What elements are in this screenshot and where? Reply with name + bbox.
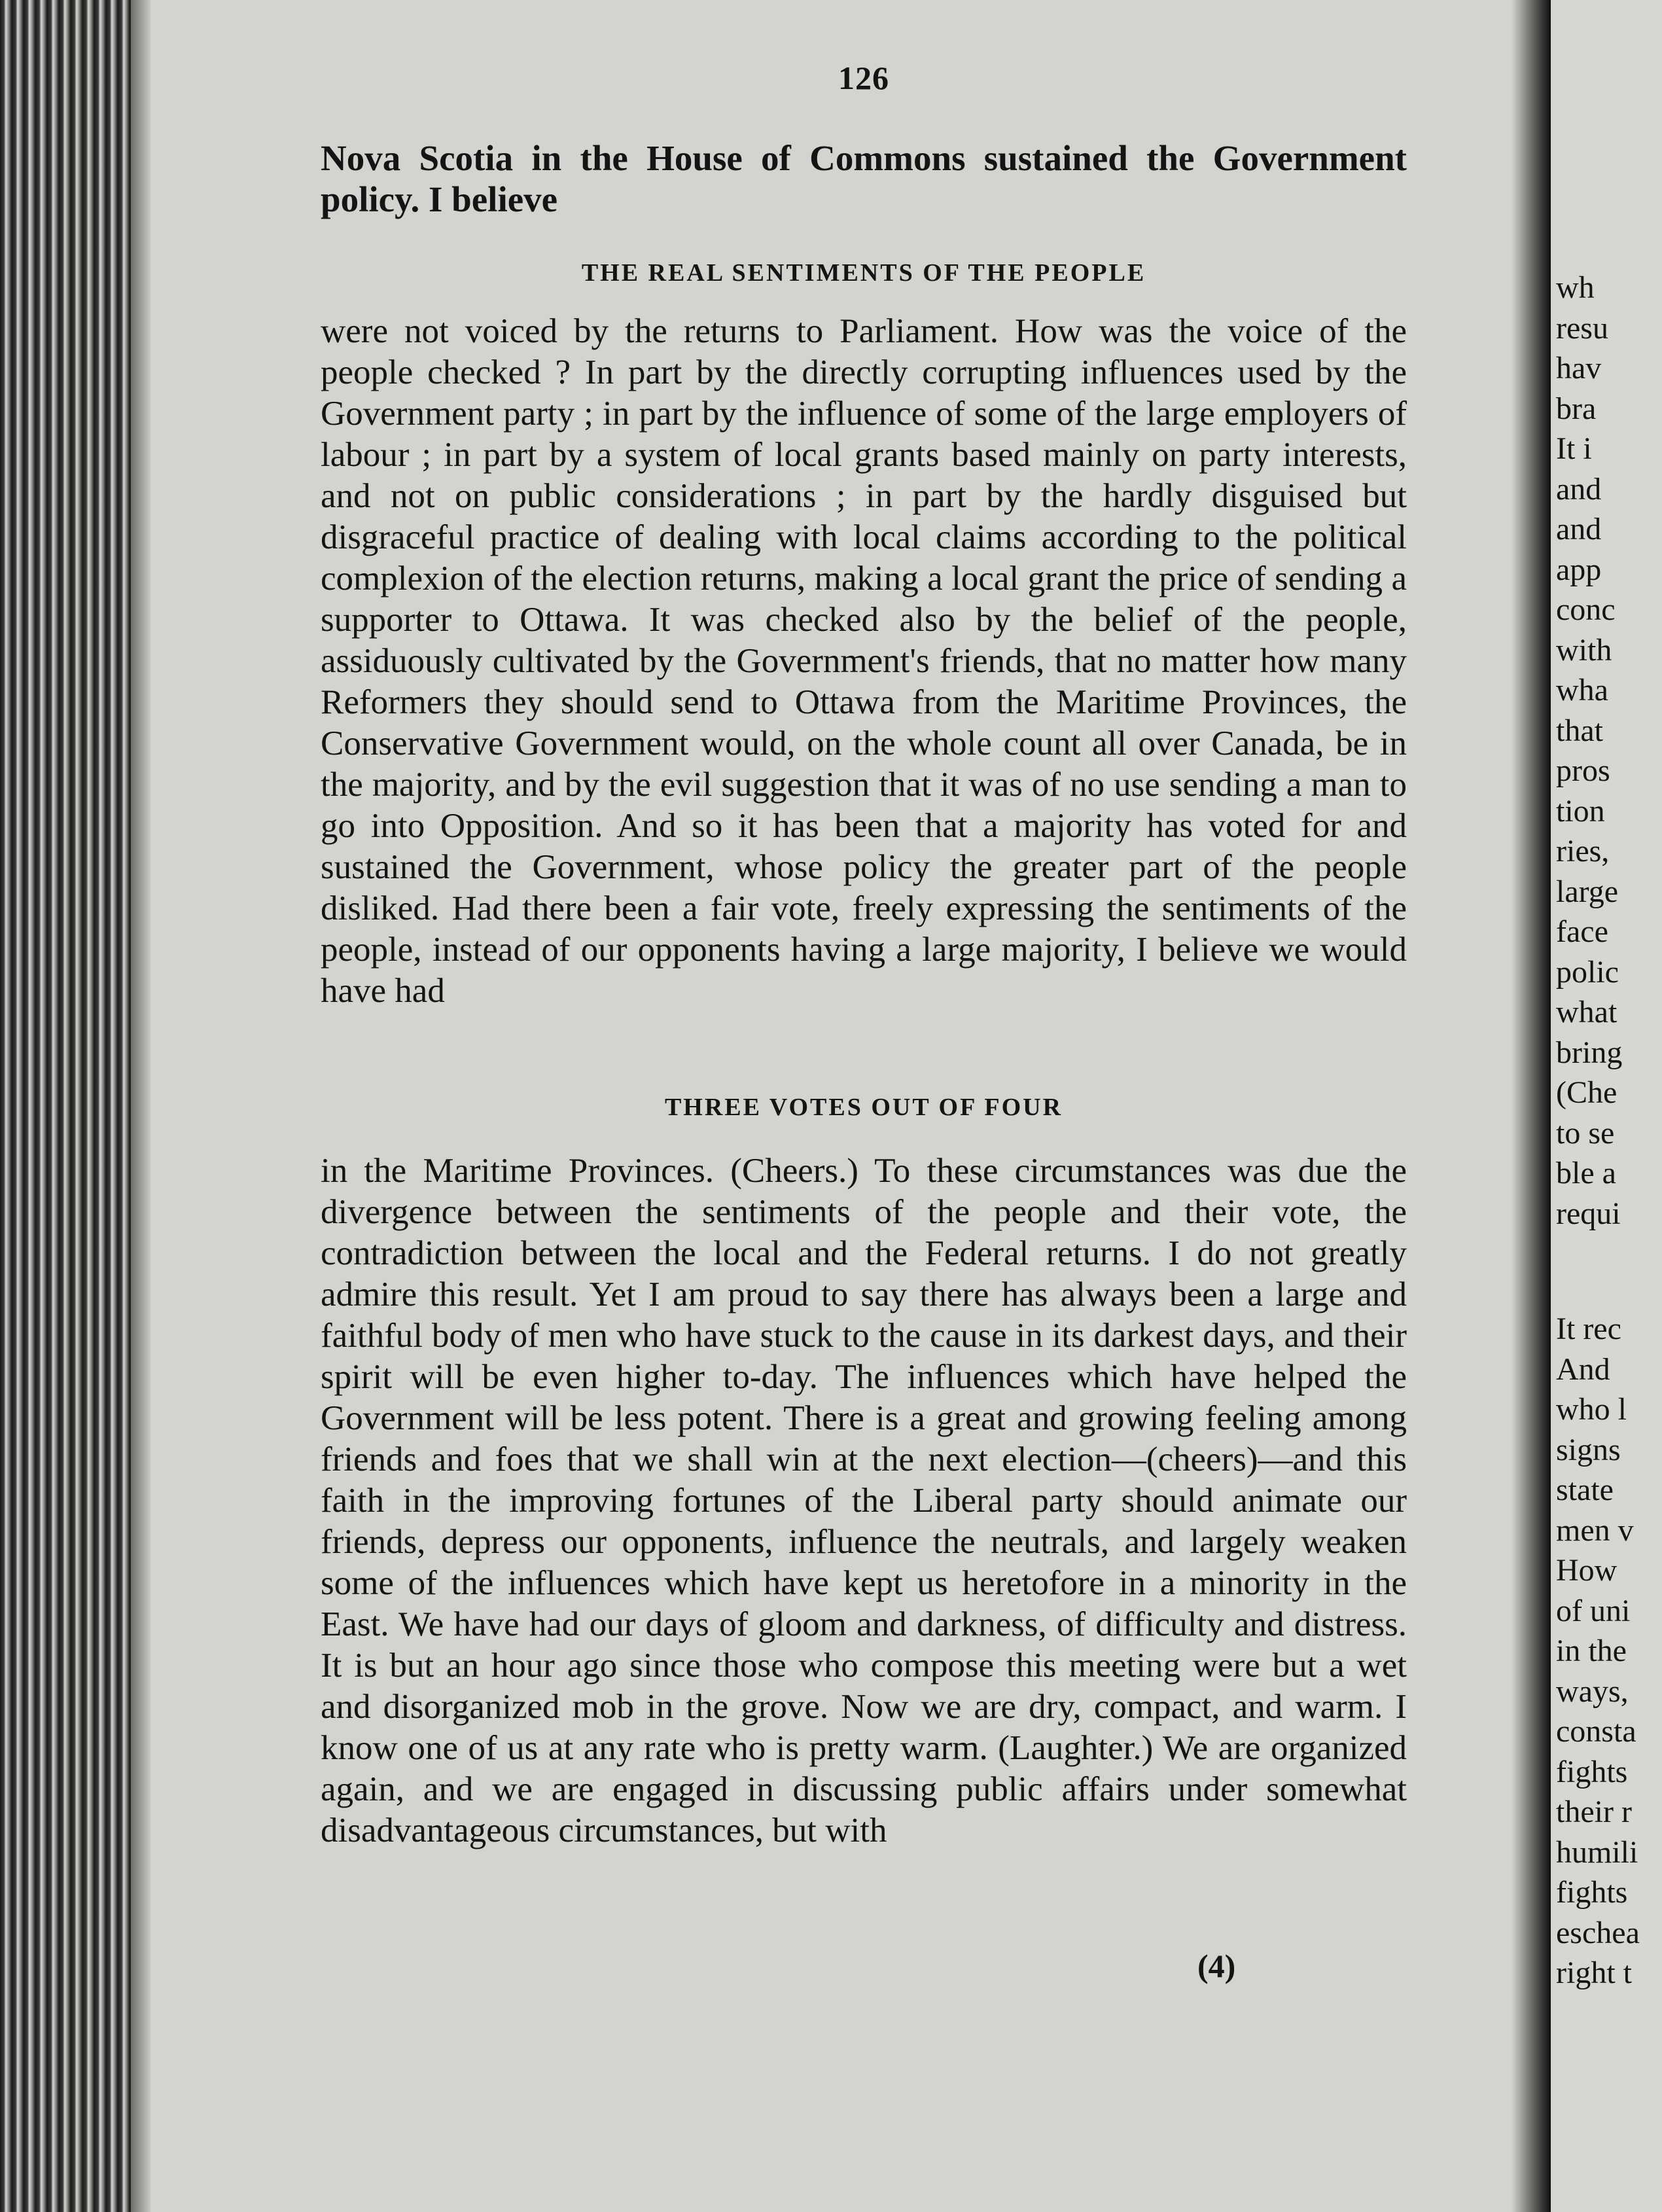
- right-page-line: right t: [1556, 1955, 1632, 1990]
- right-page-line: signs: [1556, 1433, 1621, 1467]
- right-page-line: their r: [1556, 1794, 1632, 1829]
- section-heading-real-sentiments: THE REAL SENTIMENTS OF THE PEOPLE: [581, 259, 1146, 287]
- right-page-line: bra: [1556, 391, 1597, 426]
- right-page-line: in the: [1556, 1633, 1627, 1668]
- right-page-line: How: [1556, 1553, 1618, 1588]
- right-page-line: fights: [1556, 1755, 1628, 1789]
- right-page-line: and: [1556, 472, 1602, 507]
- right-page-line: that: [1556, 713, 1603, 748]
- right-page-line: bring: [1556, 1035, 1623, 1070]
- signature-mark: (4): [1197, 1948, 1236, 1984]
- paragraph-1: were not voiced by the returns to Parliament. How was the voice of the people checked ? In part by the directly corrupting influences used by the Government party ; in part by the influence of some of the large employers of labour ; in part by a system of local grants based mainly on party interests, and not on public considerations ; in part by the hardly disguised but disgraceful practice of dealing with local claims according to the political complexion of the election returns, making a local grant the price of sending a supporter to Ottawa. It was checked also by the belief of the people, assiduously cultivated by the Government's friends, that no matter how many Reformers they should send to Ottawa from the Maritime Provinces, the Conservative Government would, on the whole count all over Canada, be in the majority, and by the evil suggestion that it was of no use sending a man to go into Opposition. And so it has been that a majority has voted for and sustained the Government, whose policy the greater part of the people disliked. Had there been a fair vote, freely expressing the sentiments of the people, instead of our opponents having a large majority, I believe we would have had: [321, 312, 1407, 1010]
- right-page-line: who l: [1556, 1392, 1627, 1427]
- right-page-line: hav: [1556, 351, 1602, 385]
- right-page-line: large: [1556, 874, 1619, 909]
- book-gutter: [1512, 0, 1551, 2212]
- right-page-line: (Che: [1556, 1075, 1618, 1110]
- right-page-line: It rec: [1556, 1311, 1621, 1346]
- right-page-line: of uni: [1556, 1594, 1631, 1628]
- right-page-line: And: [1556, 1352, 1610, 1387]
- right-page-line: wh: [1556, 270, 1595, 305]
- right-page-line: consta: [1556, 1714, 1636, 1749]
- right-page-line: state: [1556, 1472, 1614, 1507]
- right-page-line: pros: [1556, 753, 1610, 788]
- right-page-line: humili: [1556, 1835, 1638, 1870]
- right-page-line: what: [1556, 995, 1618, 1029]
- right-page-line: tion: [1556, 794, 1605, 829]
- right-page-line: and: [1556, 512, 1602, 546]
- paragraph-2: in the Maritime Provinces. (Cheers.) To these circumstances was due the divergence between the sentiments of the people and their vote, the contradiction between the local and the Federal returns. I do not greatly admire this result. Yet I am proud to say there has always been a large and faithful body of men who have stuck to the cause in its darkest days, and their spirit will be even higher to-day. The influences which have helped the Government will be less potent. There is a great and growing feeling among friends and foes that we shall win at the next election—(cheers)—and this faith in the improving fortunes of the Liberal party should animate our friends, depress our opponents, influence the neutrals, and largely weaken some of the influences which have kept us heretofore in a minority in the East. We have had our days of gloom and darkness, of difficulty and distress. It is but an hour ago since those who compose this meeting were but a wet and disorganized mob in the grove. Now we are dry, compact, and warm. I know one of us at any rate who is pretty warm. (Laughter.) We are organized again, and we are engaged in discussing public affairs under somewhat disadvantageous circumstances, but with: [321, 1152, 1407, 1849]
- right-page-line: resu: [1556, 311, 1608, 346]
- right-page-line: app: [1556, 552, 1602, 587]
- opening-line: Nova Scotia in the House of Commons sustained the Government policy. I believe: [321, 138, 1407, 219]
- right-page-line: eschea: [1556, 1916, 1640, 1950]
- section-heading-three-votes: THREE VOTES OUT OF FOUR: [664, 1094, 1063, 1121]
- right-page-line: fights: [1556, 1875, 1628, 1910]
- right-page-line: wha: [1556, 673, 1608, 707]
- right-page-line: men v: [1556, 1513, 1634, 1548]
- page-number: 126: [838, 60, 889, 96]
- right-page-line: It i: [1556, 431, 1592, 466]
- right-page-line: with: [1556, 633, 1612, 668]
- right-page-line: conc: [1556, 592, 1616, 627]
- right-page-line: polic: [1556, 955, 1619, 990]
- right-page-line: to se: [1556, 1116, 1615, 1151]
- book-page-edges: [0, 0, 131, 2212]
- right-page-line: ways,: [1556, 1674, 1629, 1709]
- right-page-line: ble a: [1556, 1156, 1616, 1190]
- right-page-line: ries,: [1556, 834, 1610, 868]
- right-page-line: requi: [1556, 1196, 1621, 1231]
- right-page-line: face: [1556, 914, 1608, 949]
